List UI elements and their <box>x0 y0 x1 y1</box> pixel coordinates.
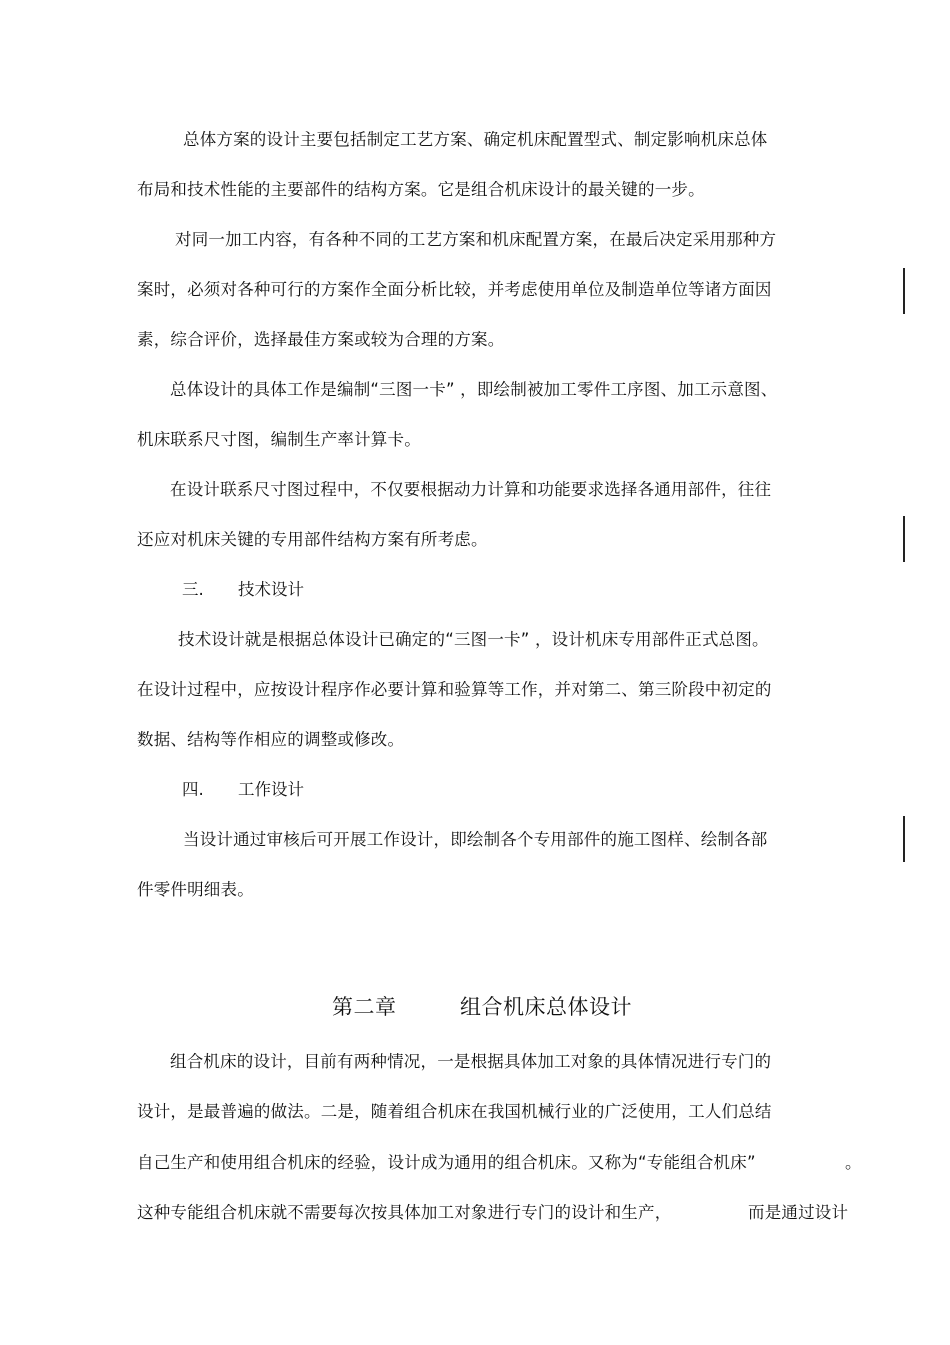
paragraph-line: 在设计联系尺寸图过程中，不仅要根据动力计算和功能要求选择各通用部件，往往 <box>170 480 772 499</box>
section-number: 四. <box>182 780 204 799</box>
margin-change-bar <box>903 816 905 862</box>
paragraph-line: 件零件明细表。 <box>137 880 254 899</box>
paragraph-line: 案时，必须对各种可行的方案作全面分析比较，并考虑使用单位及制造单位等诸方面因 <box>137 280 772 299</box>
chapter-title: 组合机床总体设计 <box>460 995 632 1019</box>
chapter-number: 第二章 <box>332 995 397 1019</box>
paragraph-line-fragment: 。 <box>845 1153 862 1172</box>
margin-change-bar <box>903 516 905 562</box>
paragraph-line: 技术设计就是根据总体设计已确定的“三图一卡” ，设计机床专用部件正式总图。 <box>178 630 769 649</box>
paragraph-line: 设计，是最普遍的做法。二是，随着组合机床在我国机械行业的广泛使用，工人们总结 <box>137 1102 772 1121</box>
paragraph-line: 机床联系尺寸图，编制生产率计算卡。 <box>137 430 421 449</box>
paragraph-line-fragment: 而是通过设计 <box>748 1203 849 1222</box>
section-number: 三. <box>182 580 204 599</box>
section-title: 工作设计 <box>238 780 304 799</box>
paragraph-line: 数据、结构等作相应的调整或修改。 <box>137 730 405 749</box>
paragraph-line: 当设计通过审核后可开展工作设计，即绘制各个专用部件的施工图样、绘制各部 <box>183 830 768 849</box>
paragraph-line: 这种专能组合机床就不需要每次按具体加工对象进行专门的设计和生产， <box>137 1203 672 1222</box>
paragraph-line: 对同一加工内容，有各种不同的工艺方案和机床配置方案，在最后决定采用那种方 <box>175 230 777 249</box>
paragraph-line: 总体设计的具体工作是编制“三图一卡” ，即绘制被加工零件工序图、加工示意图、 <box>170 380 778 399</box>
paragraph-line: 总体方案的设计主要包括制定工艺方案、确定机床配置型式、制定影响机床总体 <box>183 130 768 149</box>
paragraph-line: 还应对机床关键的专用部件结构方案有所考虑。 <box>137 530 488 549</box>
paragraph-line: 素，综合评价，选择最佳方案或较为合理的方案。 <box>137 330 505 349</box>
paragraph-line: 自己生产和使用组合机床的经验，设计成为通用的组合机床。又称为“专能组合机床” <box>137 1153 756 1172</box>
margin-change-bar <box>903 268 905 314</box>
section-title: 技术设计 <box>238 580 304 599</box>
paragraph-line: 组合机床的设计，目前有两种情况，一是根据具体加工对象的具体情况进行专门的 <box>170 1052 772 1071</box>
paragraph-line: 布局和技术性能的主要部件的结构方案。它是组合机床设计的最关键的一步。 <box>137 180 705 199</box>
paragraph-line: 在设计过程中，应按设计程序作必要计算和验算等工作，并对第二、第三阶段中初定的 <box>137 680 772 699</box>
